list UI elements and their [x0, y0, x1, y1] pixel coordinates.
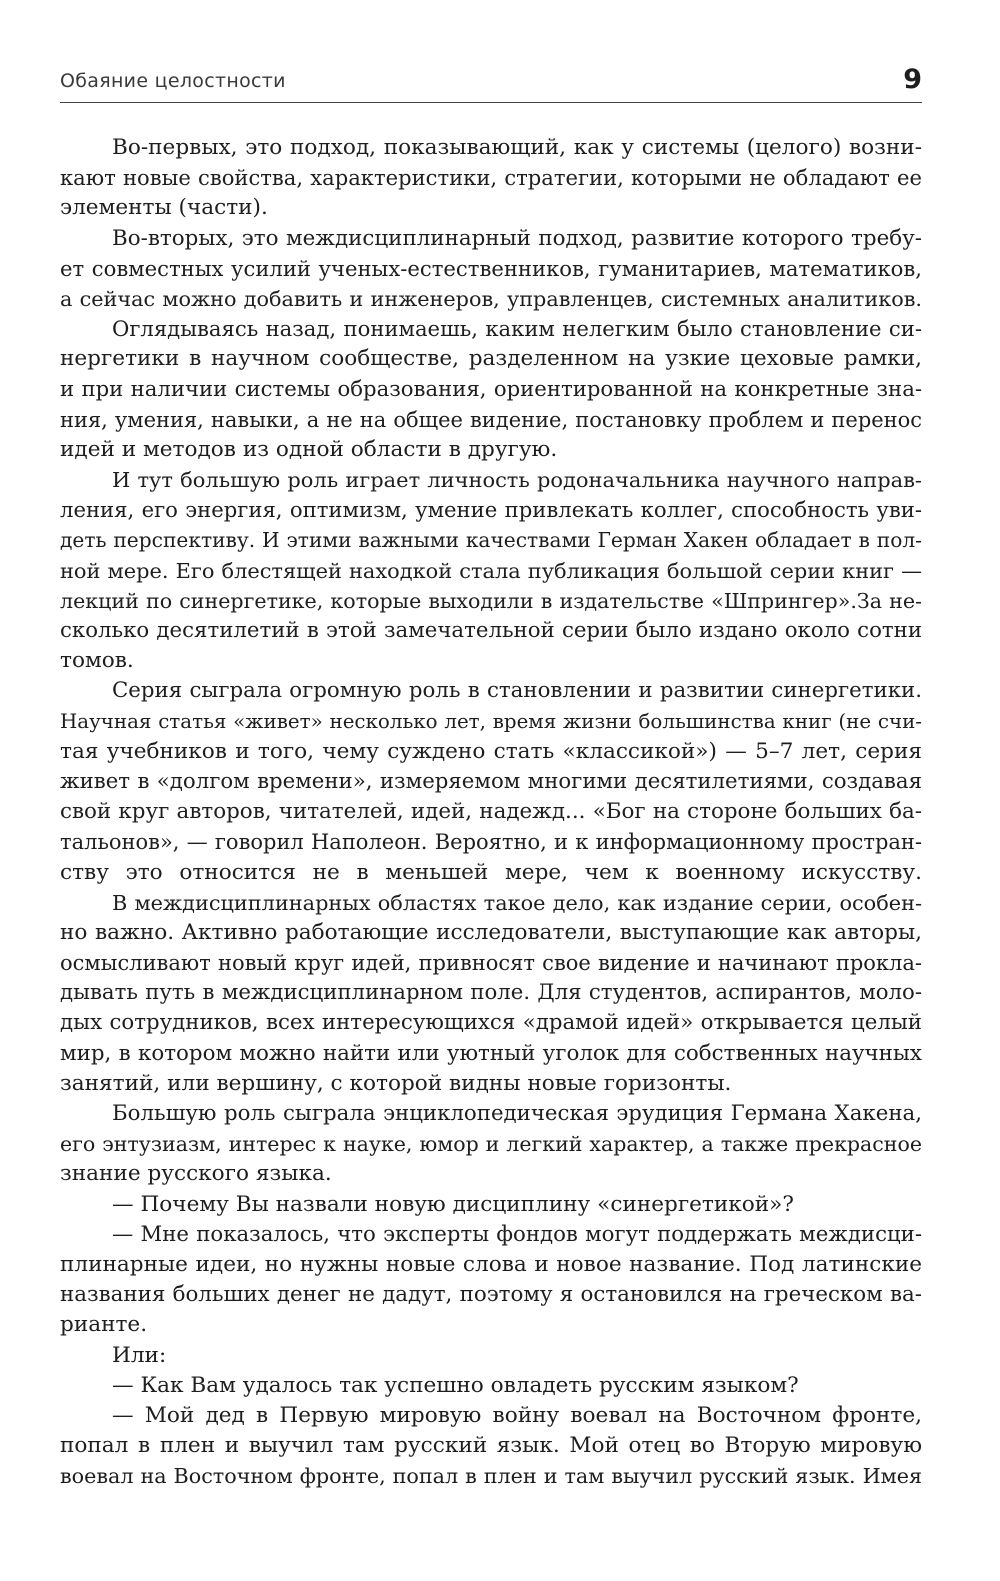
text-line: Серия сыграла огромную роль в становлении и развитии синергетики. — [112, 678, 922, 704]
text-line: его энтузиазм, интерес к науке, юмор и легкий характер, а также прекрасное — [60, 1132, 922, 1157]
text-line: дых сотрудников, всех интересующихся «драмой идей» открывается целый — [60, 1010, 922, 1036]
text-line: В междисциплинарных областях такое дело, как издание серии, особен- — [112, 890, 922, 915]
text-line: Оглядываясь назад, понимаешь, каким нелегким было становление си- — [112, 316, 922, 342]
text-line: ной мере. Его блестящей находкой стала публикация большой серии книг — — [60, 558, 922, 583]
text-line: Во-первых, это подход, показывающий, как у системы (целого) возни- — [112, 135, 922, 160]
text-line: — Почему Вы назвали новую дисциплину «синергетикой»? — [112, 1191, 794, 1217]
text-line: — Мой дед в Первую мировую войну воевал на Восточном фронте, — [112, 1402, 922, 1428]
text-line: дывать путь в междисциплинарном поле. Для студентов, аспирантов, моло- — [60, 980, 922, 1006]
text-line: знание русского языка. — [60, 1161, 332, 1187]
text-line: элементы (части). — [60, 195, 268, 221]
running-title: Обаяние целостности — [60, 70, 286, 92]
text-line: Научная статья «живет» несколько лет, время жизни большинства книг (не счи- — [60, 709, 922, 733]
text-line: рианте. — [60, 1312, 148, 1338]
text-line: свой круг авторов, читателей, идей, надежд... «Бог на стороне больших ба- — [60, 799, 922, 825]
text-line: живет в «долгом времени», измеряемом многими десятилетиями, создавая — [60, 768, 922, 794]
text-line: тая учебников и того, чему суждено стать «классикой») — 5–7 лет, серия — [60, 738, 922, 764]
text-line: идей и методов из одной области в другую. — [60, 436, 558, 462]
text-line: Или: — [112, 1342, 167, 1368]
text-line: но важно. Активно работающие исследователи, выступающие как авторы, — [60, 919, 922, 945]
text-line: И тут большую роль играет личность родоначальника научного направ- — [112, 468, 922, 493]
text-line: воевал на Восточном фронте, попал в плен и там выучил русский язык. Имея — [60, 1464, 922, 1489]
text-line: и при наличии системы образования, ориентированной на конкретные зна- — [60, 376, 922, 402]
text-line: — Мне показалось, что эксперты фондов могут поддержать междисци- — [112, 1221, 922, 1247]
text-line: ет совместных усилий ученых-естественников, гуманитариев, математиков, — [60, 255, 922, 281]
text-line: сколько десятилетий в этой замечательной серии было издано около сотни — [60, 618, 922, 643]
text-line: осмысливают новый круг идей, привносят свое видение и начинают прокла- — [60, 951, 922, 976]
text-line: тальонов», — говорил Наполеон. Вероятно, и к информационному простран- — [60, 830, 922, 855]
text-line: нергетики в научном сообществе, разделенном на узкие цеховые рамки, — [60, 346, 922, 372]
body-text — [60, 133, 922, 1491]
text-line: попал в плен и выучил там русский язык. Мой отец во Вторую мировую — [60, 1433, 922, 1459]
text-line: томов. — [60, 648, 134, 674]
text-line: деть перспективу. И этими важными качествами Герман Хакен обладает в пол- — [60, 528, 922, 553]
page-number: 9 — [903, 64, 922, 95]
text-line: занятий, или вершину, с которой видны новые горизонты. — [60, 1070, 732, 1096]
text-line: ления, его энергия, оптимизм, умение привлекать коллег, способность уви- — [60, 497, 922, 523]
text-line: мир, в котором можно найти или уютный уголок для собственных научных — [60, 1040, 922, 1066]
running-header — [60, 66, 922, 103]
text-line: названия больших денег не дадут, поэтому я остановился на греческом ва- — [60, 1282, 922, 1308]
text-line: Большую роль сыграла энциклопедическая эрудиция Германа Хакена, — [112, 1101, 922, 1126]
text-line: а сейчас можно добавить и инженеров, управленцев, системных аналитиков. — [60, 286, 922, 311]
text-line: плинарные идеи, но нужны новые слова и новое название. Под латинские — [60, 1251, 922, 1277]
text-line: ния, умения, навыки, а не на общее видение, постановку проблем и перенос — [60, 407, 922, 432]
text-line: — Как Вам удалось так успешно овладеть русским языком? — [112, 1372, 799, 1398]
text-line: ству это относится не в меньшей мере, чем к военному искусству. — [60, 859, 922, 885]
text-line: Во-вторых, это междисциплинарный подход, развитие которого требу- — [112, 225, 922, 251]
text-line: кают новые свойства, характеристики, стратегии, которыми не обладают ее — [60, 165, 922, 191]
text-line: лекций по синергетике, которые выходили в издательстве «Шпрингер».За не- — [60, 588, 922, 613]
